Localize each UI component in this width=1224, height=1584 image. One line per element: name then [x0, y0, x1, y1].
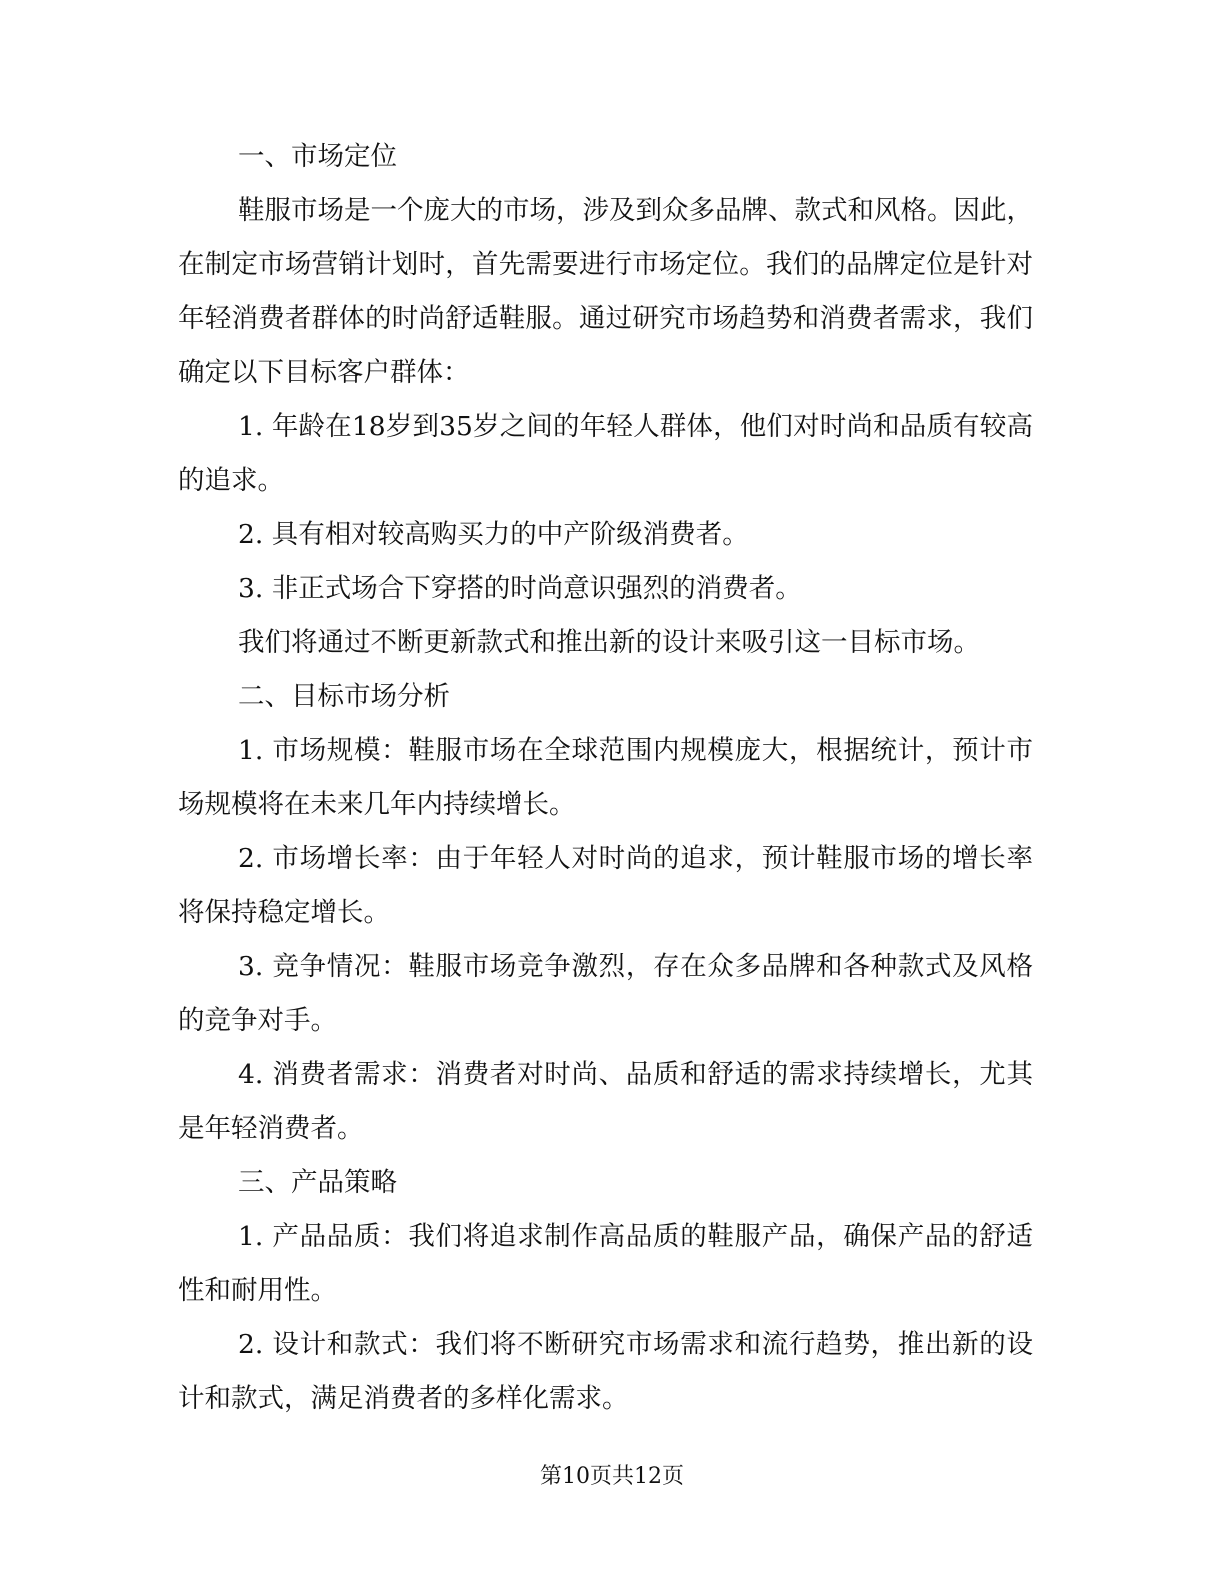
- section-heading-product-strategy: 三、产品策略: [238, 1167, 397, 1198]
- list-item-target-group-2: 2. 具有相对较高购买力的中产阶级消费者。: [238, 519, 749, 550]
- list-item-market-size: 1. 市场规模：鞋服市场在全球范围内规模庞大，根据统计，预计市场规模将在未来几年内持续增长。: [178, 735, 1033, 820]
- list-item-target-group-3: 3. 非正式场合下穿搭的时尚意识强烈的消费者。: [238, 573, 802, 604]
- page-number-footer: 第10页共12页: [540, 1464, 684, 1489]
- list-item-growth-rate: 2. 市场增长率：由于年轻人对时尚的追求，预计鞋服市场的增长率将保持稳定增长。: [178, 843, 1033, 928]
- list-item-target-group-1: 1. 年龄在18岁到35岁之间的年轻人群体，他们对时尚和品质有较高的追求。: [178, 411, 1033, 496]
- section-heading-target-market-analysis: 二、目标市场分析: [238, 681, 450, 712]
- list-item-consumer-demand: 4. 消费者需求：消费者对时尚、品质和舒适的需求持续增长，尤其是年轻消费者。: [178, 1059, 1033, 1144]
- list-item-design-and-style: 2. 设计和款式：我们将不断研究市场需求和流行趋势，推出新的设计和款式，满足消费者的多样化需求。: [178, 1329, 1033, 1414]
- list-item-product-quality: 1. 产品品质：我们将追求制作高品质的鞋服产品，确保产品的舒适性和耐用性。: [178, 1221, 1033, 1306]
- list-item-competition: 3. 竞争情况：鞋服市场竞争激烈，存在众多品牌和各种款式及风格的竞争对手。: [178, 951, 1033, 1036]
- paragraph-attract-market: 我们将通过不断更新款式和推出新的设计来吸引这一目标市场。: [238, 627, 980, 658]
- section-heading-market-positioning: 一、市场定位: [238, 141, 397, 172]
- document-body: [178, 130, 1033, 1426]
- paragraph-market-positioning-intro: 鞋服市场是一个庞大的市场，涉及到众多品牌、款式和风格。因此，在制定市场营销计划时，首先需要进行市场定位。我们的品牌定位是针对年轻消费者群体的时尚舒适鞋服。通过研究市场趋势和消费者需求，我们确定以下目标客户群体：: [178, 195, 1033, 388]
